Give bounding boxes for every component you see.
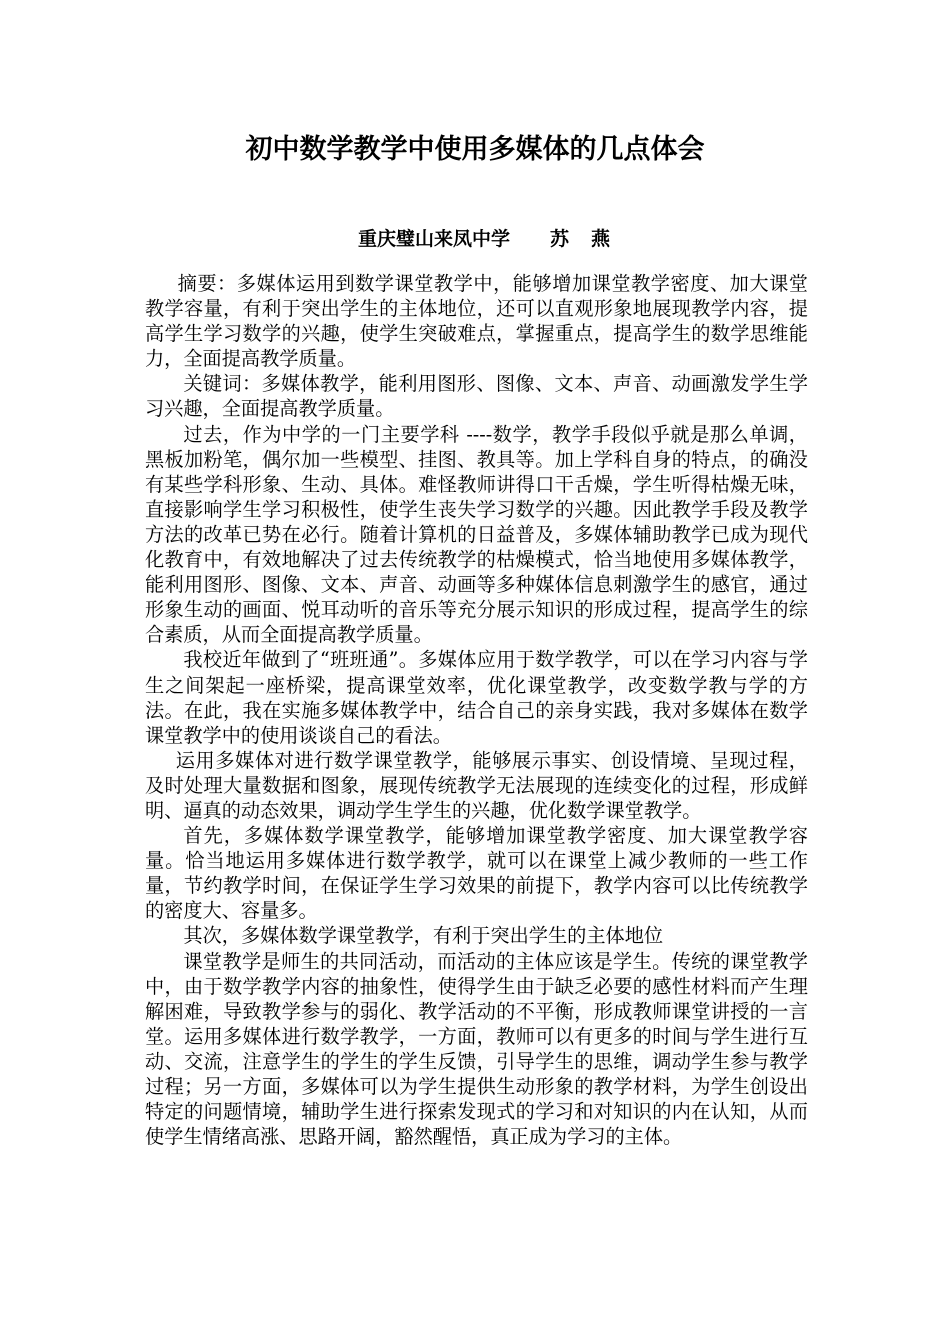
author-school: 重庆璧山来凤中学 (358, 228, 511, 250)
keywords-paragraph: 关键词：多媒体教学，能利用图形、图像、文本、声音、动画激发学生学习兴趣，全面提高教学质量。 (145, 372, 808, 421)
body-paragraph: 运用多媒体对进行数学课堂教学，能够展示事实、创设情境、呈现过程，及时处理大量数据和图象，展现传统教学无法展现的连续变化的过程，形成鲜明、逼真的动态效果，调动学生学生的兴趣，优化数学课堂教学。 (145, 748, 808, 822)
abstract-paragraph: 摘要：多媒体运用到数学课堂教学中，能够增加课堂教学密度、加大课堂教学容量，有利于突出学生的主体地位，还可以直观形象地展现教学内容，提高学生学习数学的兴趣，使学生突破难点，掌握重点，提高学生的数学思维能力，全面提高教学质量。 (145, 272, 808, 371)
document-title: 初中数学教学中使用多媒体的几点体会 (245, 134, 705, 165)
author-line (358, 226, 632, 252)
document-body (145, 271, 808, 1149)
body-paragraph: 首先，多媒体数学课堂教学，能够增加课堂教学密度、加大课堂教学容量。恰当地运用多媒体进行数学教学，就可以在课堂上减少教师的一些工作量，节约教学时间，在保证学生学习效果的前提下，教学内容可以比传统教学的密度大、容量多。 (145, 824, 808, 923)
body-paragraph: 过去，作为中学的一门主要学科 ----数学，教学手段似乎就是那么单调，黑板加粉笔，偶尔加一些模型、挂图、教具等。加上学科自身的特点，的确没有某些学科形象、生动、具体。难怪教师讲得口干舌燥，学生听得枯燥无味，直接影响学生学习积极性，使学生丧失学习数学的兴趣。因此教学手段及教学方法的改革已势在必行。随着计算机的日益普及，多媒体辅助教学已成为现代化教育中，有效地解决了过去传统教学的枯燥模式，恰当地使用多媒体教学，能利用图形、图像、文本、声音、动画等多种媒体信息刺激学生的感官，通过形象生动的画面、悦耳动听的音乐等充分展示知识的形成过程，提高学生的综合素质，从而全面提高教学质量。 (145, 422, 808, 647)
body-paragraph: 其次，多媒体数学课堂教学，有利于突出学生的主体地位 (183, 924, 664, 948)
body-paragraph: 课堂教学是师生的共同活动，而活动的主体应该是学生。传统的课堂教学中，由于数学教学内容的抽象性，使得学生由于缺乏必要的感性材料而产生理解困难，导致教学参与的弱化、教学活动的不平衡，形成教师课堂讲授的一言堂。运用多媒体进行数学教学，一方面，教师可以有更多的时间与学生进行互动、交流，注意学生的学生的学生反馈，引导学生的思维，调动学生参与教学过程；另一方面，多媒体可以为学生提供生动形象的教学材料，为学生创设出特定的问题情境，辅助学生进行探索发现式的学习和对知识的内在认知，从而使学生情绪高涨、思路开阔，豁然醒悟，真正成为学习的主体。 (145, 949, 808, 1149)
author-name: 苏燕 (550, 228, 633, 250)
body-paragraph: 我校近年做到了“班班通”。多媒体应用于数学教学，可以在学习内容与学生之间架起一座桥梁，提高课堂效率，优化课堂教学，改变数学教与学的方法。在此，我在实施多媒体教学中，结合自己的亲身实践，我对多媒体在数学课堂教学中的使用谈谈自己的看法。 (145, 648, 808, 747)
